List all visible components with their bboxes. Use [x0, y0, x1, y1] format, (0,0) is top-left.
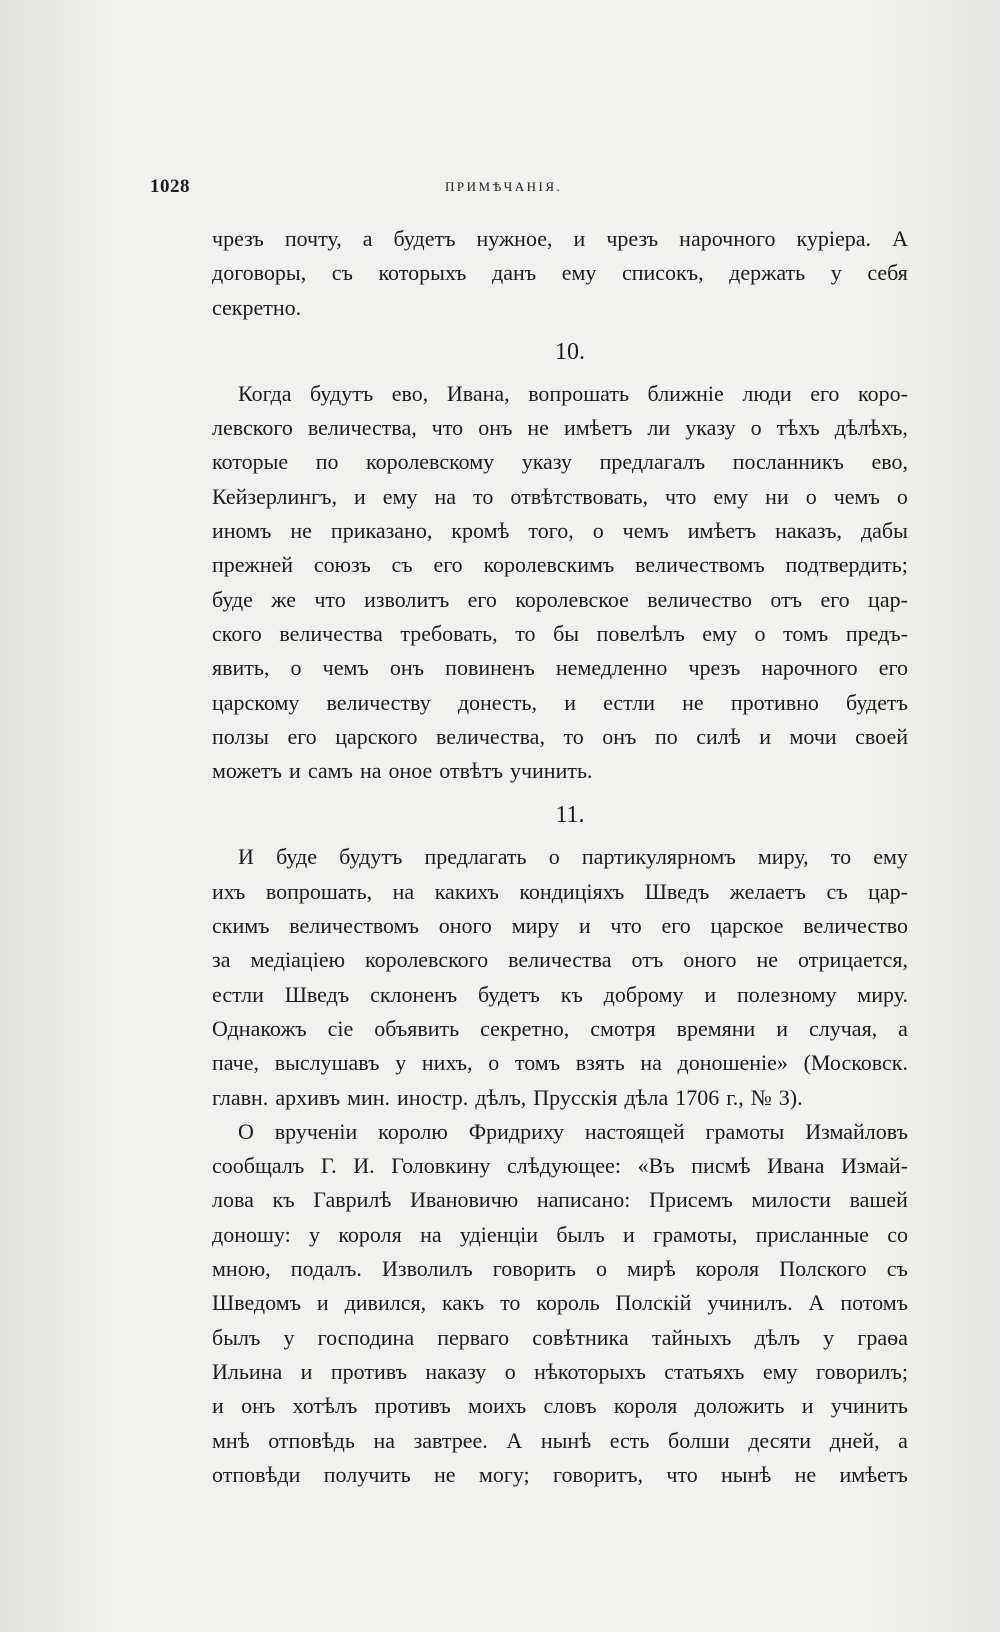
- text-line: былъ у господина перваго совѣтника тайныхъ дѣлъ у граѳа: [212, 1324, 908, 1350]
- text-line: которые по королевскому указу предлагалъ посланникъ ево,: [212, 449, 908, 475]
- text-line: Однакожъ сіе объявить секретно, смотря времяни и случая, а: [212, 1015, 908, 1041]
- text-line: О врученіи королю Фридриху настоящей грамоты Измайловъ: [238, 1118, 908, 1144]
- text-line: ползы его царского величества, то онъ по силѣ и мочи своей: [212, 723, 908, 749]
- section-number: 10.: [555, 338, 585, 365]
- page-number: 1028: [150, 176, 190, 197]
- text-line: ского величества требовать, то бы повелѣлъ ему о томъ предъ-: [212, 620, 908, 646]
- text-line: явить, о чемъ онъ повиненъ немедленно чрезъ нарочного его: [212, 655, 908, 681]
- text-line: главн. архивъ мин. иностр. дѣлъ, Прусскія дѣла 1706 г., № 3).: [212, 1084, 803, 1110]
- text-line: договоры, съ которыхъ данъ ему списокъ, держать у себя: [212, 260, 908, 286]
- paragraph: [212, 222, 908, 325]
- text-line: секретно.: [212, 294, 302, 320]
- text-line: паче, выслушавъ у нихъ, о томъ взять на доношеніе» (Московск.: [212, 1050, 908, 1076]
- running-head: ПРИМѢЧАНІЯ.: [445, 179, 563, 194]
- paragraph: [212, 377, 908, 789]
- text-line: И буде будутъ предлагать о партикулярномъ миру, то ему: [238, 844, 908, 870]
- text-line: Кейзерлингъ, и ему на то отвѣтствовать, что ему ни о чемъ о: [212, 483, 908, 509]
- text-line: мною, подалъ. Изволилъ говорить о мирѣ короля Полского съ: [212, 1256, 908, 1282]
- paragraph: [212, 840, 908, 1114]
- paragraph: [212, 1115, 908, 1492]
- text-line: естли Шведъ склоненъ будетъ къ доброму и полезному миру.: [212, 981, 908, 1007]
- page-header: [150, 176, 920, 206]
- text-line: Ильина и противъ наказу о нѣкоторыхъ статьяхъ ему говорилъ;: [212, 1358, 908, 1384]
- text-line: мнѣ отповѣдь на завтрее. А нынѣ есть болши десяти дней, а: [212, 1427, 908, 1453]
- text-line: Шведомъ и дивился, какъ то король Полскій учинилъ. А потомъ: [212, 1290, 908, 1316]
- text-line: царскому величеству донесть, и естли не противно будетъ: [212, 689, 908, 715]
- text-line: Когда будутъ ево, Ивана, вопрошать ближніе люди его коро-: [238, 380, 908, 406]
- text-line: ихъ вопрошать, на какихъ кондиціяхъ Шведъ желаетъ съ цар-: [212, 878, 908, 904]
- text-line: доношу: у короля на удіенціи былъ и грамоты, присланные со: [212, 1221, 908, 1247]
- text-line: скимъ величествомъ оного миру и что его царское величество: [212, 913, 908, 939]
- text-line: и онъ хотѣлъ противъ моихъ словъ короля доложить и учинить: [212, 1393, 908, 1419]
- text-line: иномъ не приказано, кромѣ того, о чемъ имѣетъ наказъ, дабы: [212, 518, 908, 544]
- text-line: можетъ и самъ на оное отвѣтъ учинить.: [212, 758, 593, 784]
- text-line: буде же что изволитъ его королевское величество отъ его цар-: [212, 586, 908, 612]
- text-line: за медіаціею королевского величества отъ оного не отрицается,: [212, 947, 908, 973]
- text-line: левского величества, что онъ не имѣетъ ли указу о тѣхъ дѣлѣхъ,: [212, 415, 908, 441]
- page-body: [212, 222, 908, 1492]
- text-line: отповѣди получить не могу; говоритъ, что нынѣ не имѣетъ: [212, 1461, 908, 1487]
- text-line: лова къ Гаврилѣ Ивановичю написано: Присемъ милости вашей: [212, 1187, 908, 1213]
- section-number: 11.: [555, 802, 585, 829]
- text-line: сообщалъ Г. И. Головкину слѣдующее: «Въ писмѣ Ивана Измай-: [212, 1153, 908, 1179]
- text-line: прежней союзъ съ его королевскимъ величествомъ подтвердить;: [212, 552, 908, 578]
- text-line: чрезъ почту, а будетъ нужное, и чрезъ нарочного куріера. А: [212, 226, 908, 251]
